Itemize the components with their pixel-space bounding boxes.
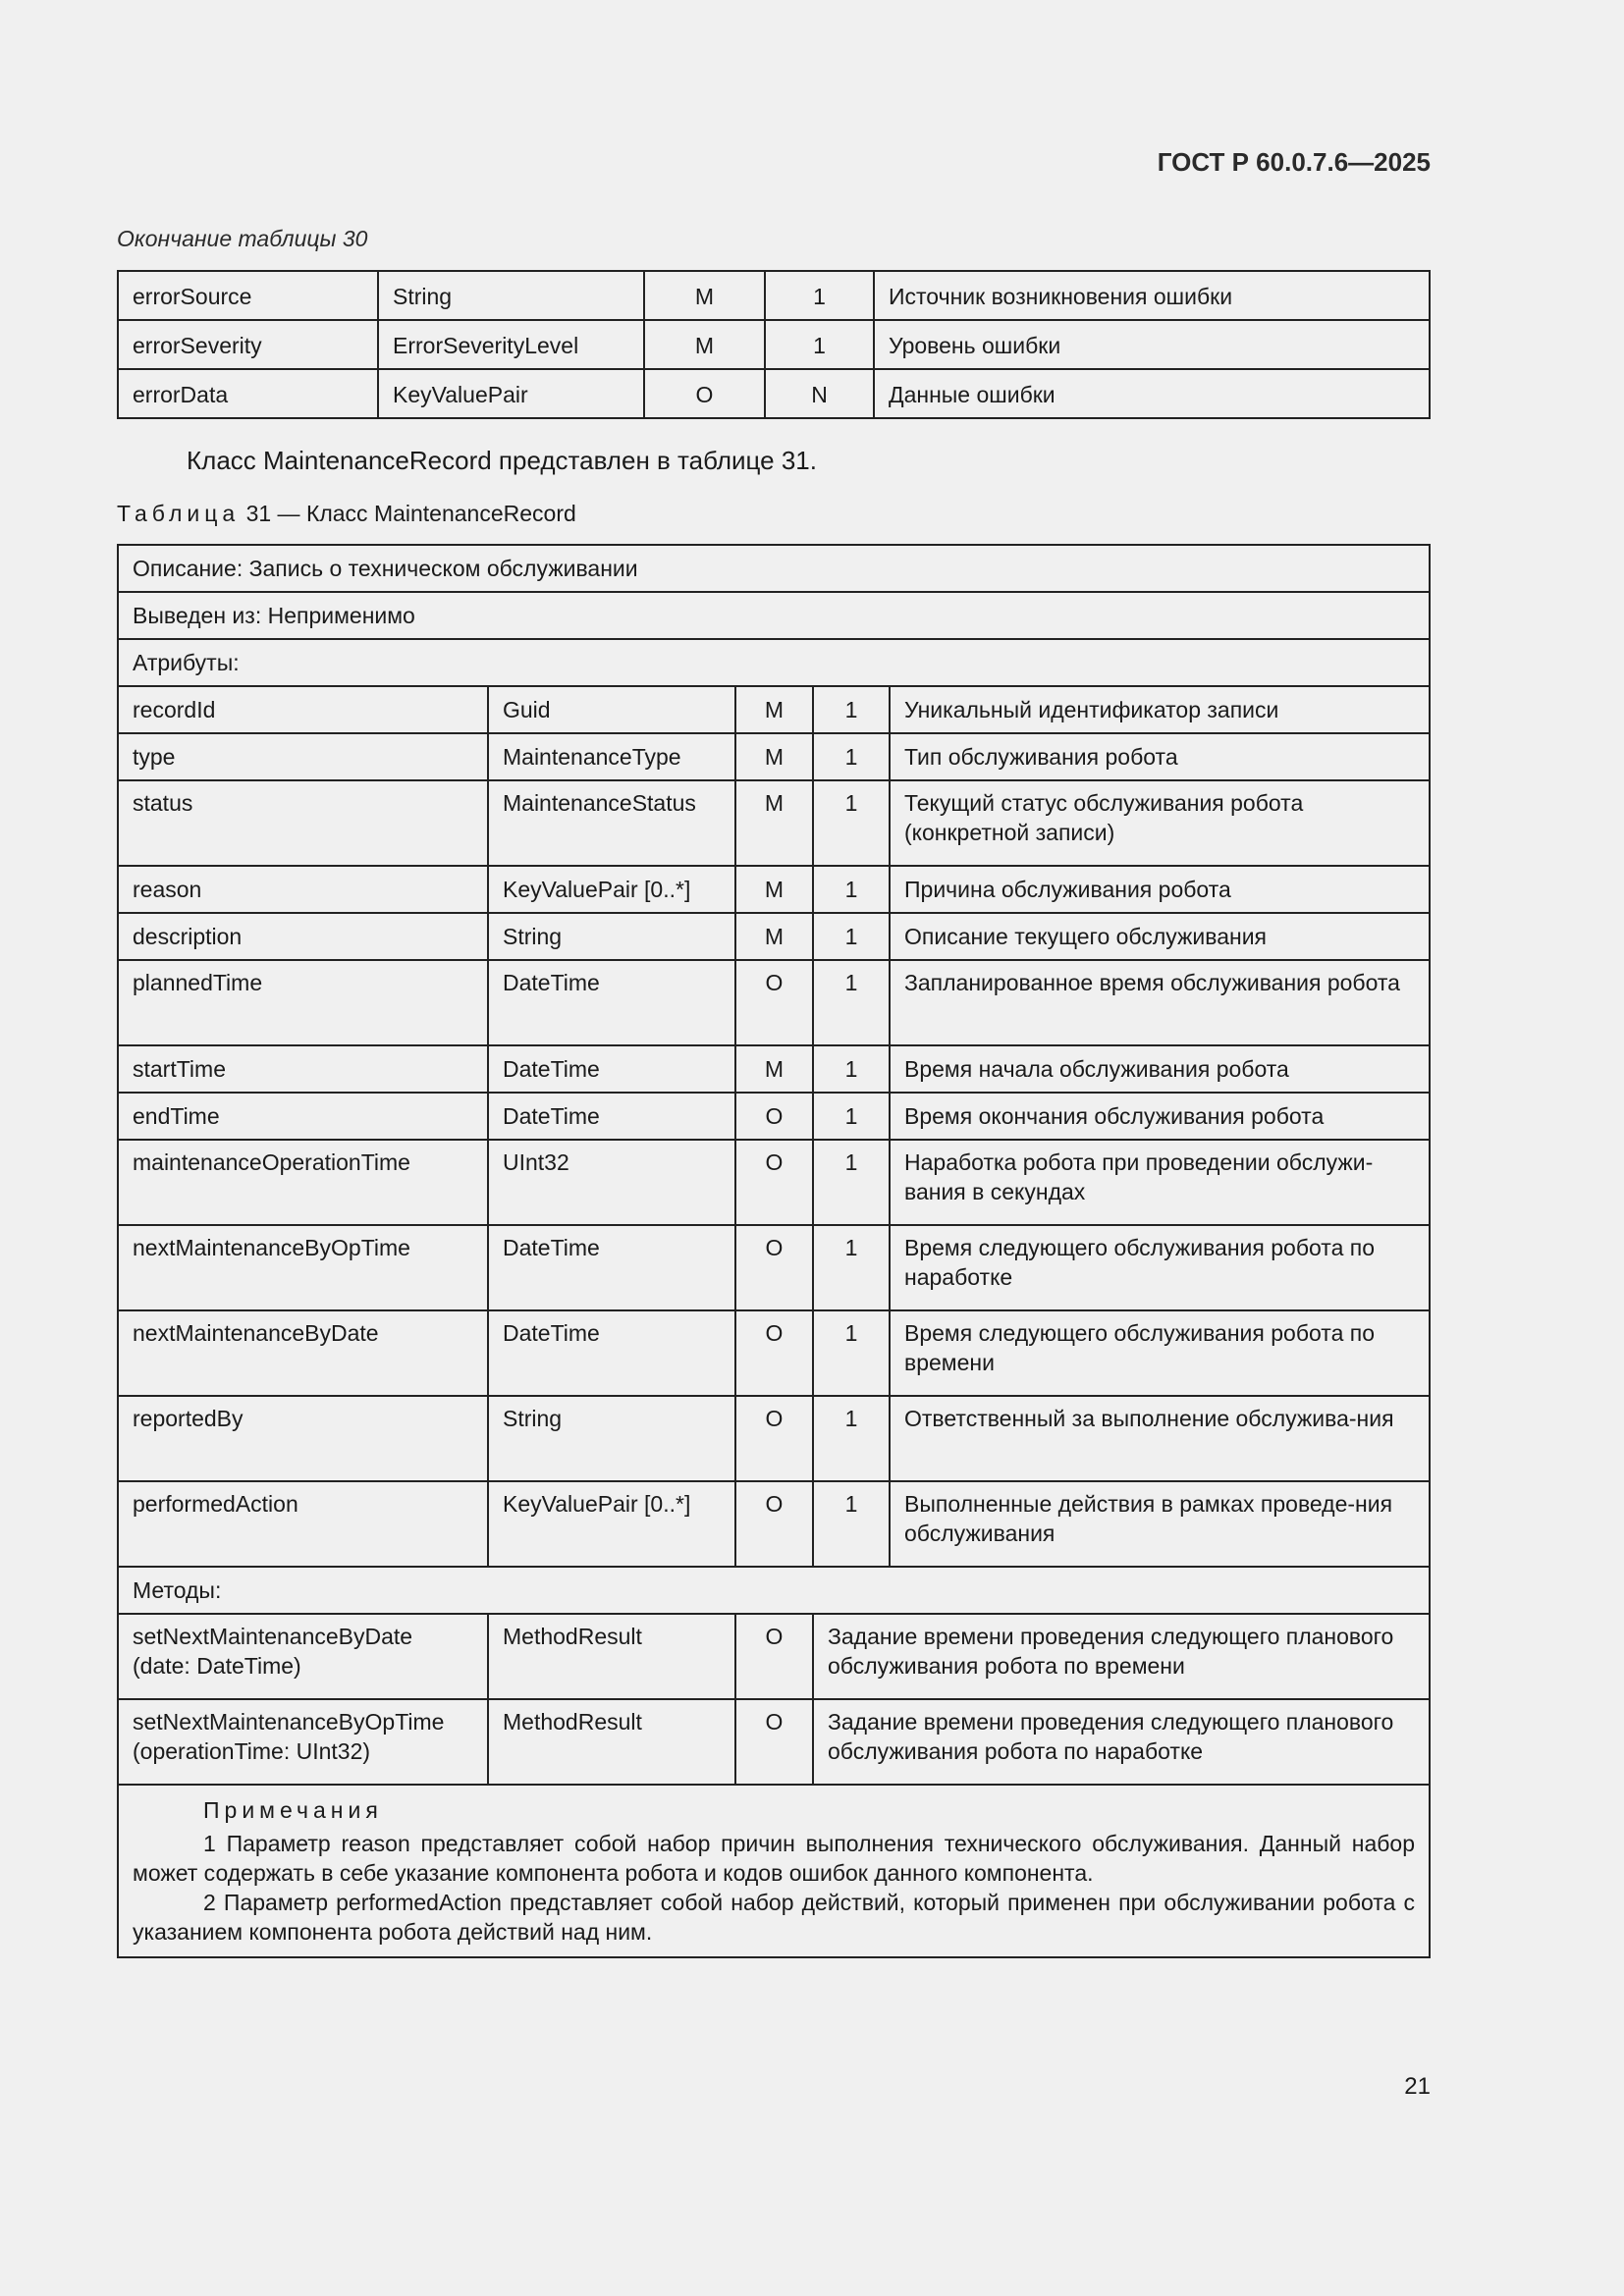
page-number: 21 bbox=[1404, 2073, 1431, 2100]
attribute-row bbox=[118, 780, 1430, 866]
attr-name-cell: maintenanceOperationTime bbox=[118, 1140, 488, 1225]
attr-description-cell: Время следующего обслуживания робота по наработке bbox=[890, 1225, 1430, 1310]
attr-description-cell: Источник возникновения ошибки bbox=[874, 271, 1430, 320]
attr-presence-cell: M bbox=[735, 866, 813, 913]
attr-multiplicity-cell: 1 bbox=[813, 1225, 890, 1310]
attr-description-cell: Описание текущего обслуживания bbox=[890, 913, 1430, 960]
table-row bbox=[118, 369, 1430, 418]
attr-type-cell: Guid bbox=[488, 686, 735, 733]
attr-presence-cell: O bbox=[735, 1093, 813, 1140]
attr-name-cell: reason bbox=[118, 866, 488, 913]
attr-name-cell: errorSeverity bbox=[118, 320, 378, 369]
attr-multiplicity-cell: 1 bbox=[765, 320, 874, 369]
attr-name-cell: plannedTime bbox=[118, 960, 488, 1045]
attributes-label: Атрибуты: bbox=[118, 639, 1430, 686]
attr-presence-cell: O bbox=[735, 1310, 813, 1396]
attr-type-cell: ErrorSeverityLevel bbox=[378, 320, 644, 369]
attr-presence-cell: M bbox=[644, 271, 765, 320]
attr-description-cell: Время окончания обслуживания робота bbox=[890, 1093, 1430, 1140]
attr-type-cell: KeyValuePair bbox=[378, 369, 644, 418]
attr-presence-cell: M bbox=[735, 913, 813, 960]
attr-presence-cell: O bbox=[644, 369, 765, 418]
table-caption-word: Таблица bbox=[117, 501, 241, 526]
attr-description-cell: Выполненные действия в рамках проведе-ния обслуживания bbox=[890, 1481, 1430, 1567]
attr-multiplicity-cell: 1 bbox=[813, 733, 890, 780]
attr-multiplicity-cell: 1 bbox=[813, 960, 890, 1045]
attr-description-cell: Время начала обслуживания робота bbox=[890, 1045, 1430, 1093]
attr-description-cell: Тип обслуживания робота bbox=[890, 733, 1430, 780]
method-description-cell: Задание времени проведения следующего планового обслуживания робота по наработке bbox=[813, 1699, 1430, 1785]
attr-presence-cell: O bbox=[735, 1481, 813, 1567]
attr-description-cell: Запланированное время обслуживания робота bbox=[890, 960, 1430, 1045]
attr-type-cell: MaintenanceStatus bbox=[488, 780, 735, 866]
attr-presence-cell: M bbox=[735, 733, 813, 780]
table-row bbox=[118, 320, 1430, 369]
method-presence-cell: O bbox=[735, 1614, 813, 1699]
attr-name-cell: nextMaintenanceByDate bbox=[118, 1310, 488, 1396]
methods-label: Методы: bbox=[118, 1567, 1430, 1614]
attribute-row bbox=[118, 1310, 1430, 1396]
methods-label-row bbox=[118, 1567, 1430, 1614]
attribute-row bbox=[118, 1396, 1430, 1481]
attr-presence-cell: M bbox=[735, 1045, 813, 1093]
attr-multiplicity-cell: 1 bbox=[813, 1093, 890, 1140]
method-return-type-cell: MethodResult bbox=[488, 1614, 735, 1699]
attr-name-cell: errorSource bbox=[118, 271, 378, 320]
class-derived-from: Выведен из: Неприменимо bbox=[118, 592, 1430, 639]
attr-presence-cell: M bbox=[735, 686, 813, 733]
table-30-end bbox=[117, 270, 1431, 419]
attr-type-cell: MaintenanceType bbox=[488, 733, 735, 780]
attr-name-cell: type bbox=[118, 733, 488, 780]
attr-description-cell: Причина обслуживания робота bbox=[890, 866, 1430, 913]
attr-multiplicity-cell: N bbox=[765, 369, 874, 418]
method-signature-cell: setNextMaintenanceByDate (date: DateTime) bbox=[118, 1614, 488, 1699]
attribute-row bbox=[118, 1481, 1430, 1567]
attr-multiplicity-cell: 1 bbox=[813, 686, 890, 733]
attr-description-cell: Данные ошибки bbox=[874, 369, 1430, 418]
attr-multiplicity-cell: 1 bbox=[813, 913, 890, 960]
attr-type-cell: String bbox=[488, 913, 735, 960]
attr-name-cell: recordId bbox=[118, 686, 488, 733]
attr-presence-cell: M bbox=[644, 320, 765, 369]
attr-multiplicity-cell: 1 bbox=[813, 1045, 890, 1093]
attr-multiplicity-cell: 1 bbox=[813, 1481, 890, 1567]
attr-name-cell: performedAction bbox=[118, 1481, 488, 1567]
attribute-row bbox=[118, 866, 1430, 913]
standard-header: ГОСТ Р 60.0.7.6—2025 bbox=[1157, 147, 1431, 177]
method-row bbox=[118, 1699, 1430, 1785]
table-continuation-caption: Окончание таблицы 30 bbox=[117, 226, 368, 251]
attr-description-cell: Уникальный идентификатор записи bbox=[890, 686, 1430, 733]
attr-name-cell: description bbox=[118, 913, 488, 960]
attr-multiplicity-cell: 1 bbox=[765, 271, 874, 320]
notes-title: Примечания bbox=[203, 1797, 383, 1823]
attribute-row bbox=[118, 1045, 1430, 1093]
table-row bbox=[118, 271, 1430, 320]
attr-multiplicity-cell: 1 bbox=[813, 780, 890, 866]
table-caption-rest: 31 — Класс MaintenanceRecord bbox=[240, 501, 576, 526]
attribute-row bbox=[118, 733, 1430, 780]
table-31 bbox=[117, 544, 1431, 1958]
attribute-row bbox=[118, 1225, 1430, 1310]
attr-name-cell: errorData bbox=[118, 369, 378, 418]
attr-presence-cell: O bbox=[735, 960, 813, 1045]
attribute-row bbox=[118, 1140, 1430, 1225]
attr-name-cell: status bbox=[118, 780, 488, 866]
notes-row bbox=[118, 1785, 1430, 1957]
method-return-type-cell: MethodResult bbox=[488, 1699, 735, 1785]
attr-type-cell: KeyValuePair [0..*] bbox=[488, 1481, 735, 1567]
attr-type-cell: UInt32 bbox=[488, 1140, 735, 1225]
method-description-cell: Задание времени проведения следующего планового обслуживания робота по времени bbox=[813, 1614, 1430, 1699]
attr-description-cell: Текущий статус обслуживания робота (конкретной записи) bbox=[890, 780, 1430, 866]
attr-description-cell: Наработка робота при проведении обслужи-вания в секундах bbox=[890, 1140, 1430, 1225]
attribute-row bbox=[118, 686, 1430, 733]
notes-cell bbox=[118, 1785, 1430, 1957]
attr-presence-cell: O bbox=[735, 1396, 813, 1481]
attr-name-cell: reportedBy bbox=[118, 1396, 488, 1481]
attr-type-cell: String bbox=[378, 271, 644, 320]
attr-multiplicity-cell: 1 bbox=[813, 1140, 890, 1225]
note-paragraph: 1 Параметр reason представляет собой набор причин выполнения технического обслуживания. Данный набор может содержать в себе указание компонента робота и кодов ошибок данного компонента. bbox=[133, 1831, 1415, 1886]
attr-description-cell: Уровень ошибки bbox=[874, 320, 1430, 369]
note-paragraph: 2 Параметр performedAction представляет собой набор действий, который применен при обслуживании робота с указанием компонента робота действий над ним. bbox=[133, 1890, 1415, 1945]
attr-description-cell: Ответственный за выполнение обслужива-ния bbox=[890, 1396, 1430, 1481]
attr-name-cell: nextMaintenanceByOpTime bbox=[118, 1225, 488, 1310]
attr-type-cell: DateTime bbox=[488, 960, 735, 1045]
attr-multiplicity-cell: 1 bbox=[813, 1396, 890, 1481]
class-description: Описание: Запись о техническом обслуживании bbox=[118, 545, 1430, 592]
table-31-caption bbox=[117, 501, 576, 527]
attribute-row bbox=[118, 913, 1430, 960]
attr-type-cell: DateTime bbox=[488, 1093, 735, 1140]
attr-presence-cell: O bbox=[735, 1225, 813, 1310]
method-row bbox=[118, 1614, 1430, 1699]
attr-presence-cell: O bbox=[735, 1140, 813, 1225]
intro-paragraph: Класс MaintenanceRecord представлен в таблице 31. bbox=[187, 446, 817, 475]
attr-type-cell: String bbox=[488, 1396, 735, 1481]
attr-multiplicity-cell: 1 bbox=[813, 866, 890, 913]
attr-type-cell: KeyValuePair [0..*] bbox=[488, 866, 735, 913]
attr-name-cell: startTime bbox=[118, 1045, 488, 1093]
attr-presence-cell: M bbox=[735, 780, 813, 866]
attr-multiplicity-cell: 1 bbox=[813, 1310, 890, 1396]
attr-type-cell: DateTime bbox=[488, 1310, 735, 1396]
attr-type-cell: DateTime bbox=[488, 1045, 735, 1093]
method-signature-cell: setNextMaintenanceByOpTime (operationTime: UInt32) bbox=[118, 1699, 488, 1785]
attribute-row bbox=[118, 1093, 1430, 1140]
attr-description-cell: Время следующего обслуживания робота по времени bbox=[890, 1310, 1430, 1396]
attr-type-cell: DateTime bbox=[488, 1225, 735, 1310]
attr-name-cell: endTime bbox=[118, 1093, 488, 1140]
method-presence-cell: O bbox=[735, 1699, 813, 1785]
attribute-row bbox=[118, 960, 1430, 1045]
